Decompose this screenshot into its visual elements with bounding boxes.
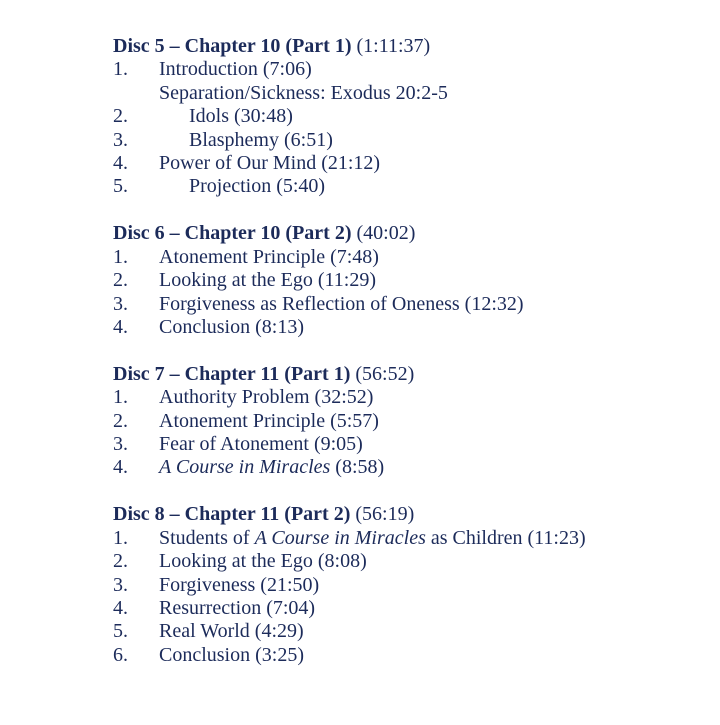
- track-item: [113, 574, 703, 597]
- track-item: [113, 152, 703, 175]
- track-number: 2.: [113, 105, 128, 128]
- track-number: 3.: [113, 128, 128, 151]
- track-number: 5.: [113, 620, 128, 643]
- track-item: [113, 129, 703, 152]
- track-number: 4.: [113, 151, 128, 174]
- disc-duration: (40:02): [356, 222, 416, 245]
- track-item: [113, 58, 703, 81]
- disc-section: [113, 503, 703, 667]
- track-title: Power of Our Mind (21:12): [159, 151, 381, 174]
- track-number: 1.: [113, 245, 128, 268]
- track-title: Fear of Atonement (9:05): [159, 433, 363, 456]
- track-item: [113, 644, 703, 667]
- track-title: Introduction (7:06): [159, 58, 312, 81]
- track-title-suffix: as Children (11:23): [425, 526, 586, 549]
- track-item: [113, 246, 703, 269]
- track-item: [113, 620, 703, 643]
- track-number: 4.: [113, 456, 128, 479]
- disc-heading: [113, 222, 703, 245]
- track-item: [113, 527, 703, 550]
- track-title: Idols (30:48): [189, 105, 293, 128]
- track-listing: [113, 35, 703, 667]
- track-number: 5.: [113, 175, 128, 198]
- track-number: 4.: [113, 315, 128, 338]
- disc-title: Disc 7 – Chapter 11 (Part 1): [113, 362, 351, 385]
- disc-title: Disc 6 – Chapter 10 (Part 2): [113, 222, 352, 245]
- track-item: [113, 597, 703, 620]
- track-title: [159, 527, 586, 550]
- disc-duration: (1:11:37): [356, 35, 431, 57]
- disc-heading: [113, 363, 703, 386]
- track-title: [159, 456, 384, 479]
- track-number: 2.: [113, 269, 128, 292]
- track-number: 2.: [113, 550, 128, 573]
- track-item: [113, 386, 703, 409]
- track-item: [113, 410, 703, 433]
- track-number: 4.: [113, 596, 128, 619]
- track-number: 3.: [113, 433, 128, 456]
- track-title: Looking at the Ego (8:08): [159, 550, 367, 573]
- track-title: Forgiveness as Reflection of Oneness (12:32): [159, 292, 524, 315]
- track-subtitle: Separation/Sickness: Exodus 20:2-5: [159, 81, 448, 104]
- disc-section: [113, 222, 703, 339]
- disc-heading: [113, 35, 703, 58]
- track-number: 3.: [113, 292, 128, 315]
- disc-section: [113, 35, 703, 199]
- track-item: [113, 105, 703, 128]
- track-title: Real World (4:29): [159, 620, 304, 643]
- track-subheading: [113, 82, 703, 105]
- track-title: Blasphemy (6:51): [189, 128, 333, 151]
- track-title: Projection (5:40): [189, 175, 326, 198]
- track-number: 2.: [113, 409, 128, 432]
- track-item: [113, 433, 703, 456]
- book-title: A Course in Miracles: [159, 456, 331, 479]
- track-item: [113, 175, 703, 198]
- track-number: 6.: [113, 643, 128, 666]
- track-number: 1.: [113, 526, 128, 549]
- track-duration: (8:58): [330, 456, 385, 479]
- disc-title: Disc 5 – Chapter 10 (Part 1): [113, 35, 352, 57]
- disc-duration: (56:19): [355, 503, 415, 526]
- track-title: Looking at the Ego (11:29): [159, 269, 376, 292]
- disc-duration: (56:52): [355, 362, 415, 385]
- track-item: [113, 293, 703, 316]
- track-item: [113, 316, 703, 339]
- book-title: A Course in Miracles: [254, 526, 426, 549]
- track-title: Forgiveness (21:50): [159, 573, 320, 596]
- track-title: Conclusion (8:13): [159, 315, 304, 338]
- track-title: Atonement Principle (5:57): [159, 409, 379, 432]
- track-item: [113, 269, 703, 292]
- track-number: 1.: [113, 58, 128, 81]
- track-title: Conclusion (3:25): [159, 643, 304, 666]
- track-number: 1.: [113, 386, 128, 409]
- track-title: Authority Problem (32:52): [159, 386, 374, 409]
- disc-heading: [113, 503, 703, 526]
- track-item: [113, 456, 703, 479]
- track-title: Resurrection (7:04): [159, 596, 316, 619]
- track-title-prefix: Students of: [159, 526, 255, 549]
- track-item: [113, 550, 703, 573]
- disc-title: Disc 8 – Chapter 11 (Part 2): [113, 503, 351, 526]
- track-number: 3.: [113, 573, 128, 596]
- track-title: Atonement Principle (7:48): [159, 245, 379, 268]
- disc-section: [113, 363, 703, 480]
